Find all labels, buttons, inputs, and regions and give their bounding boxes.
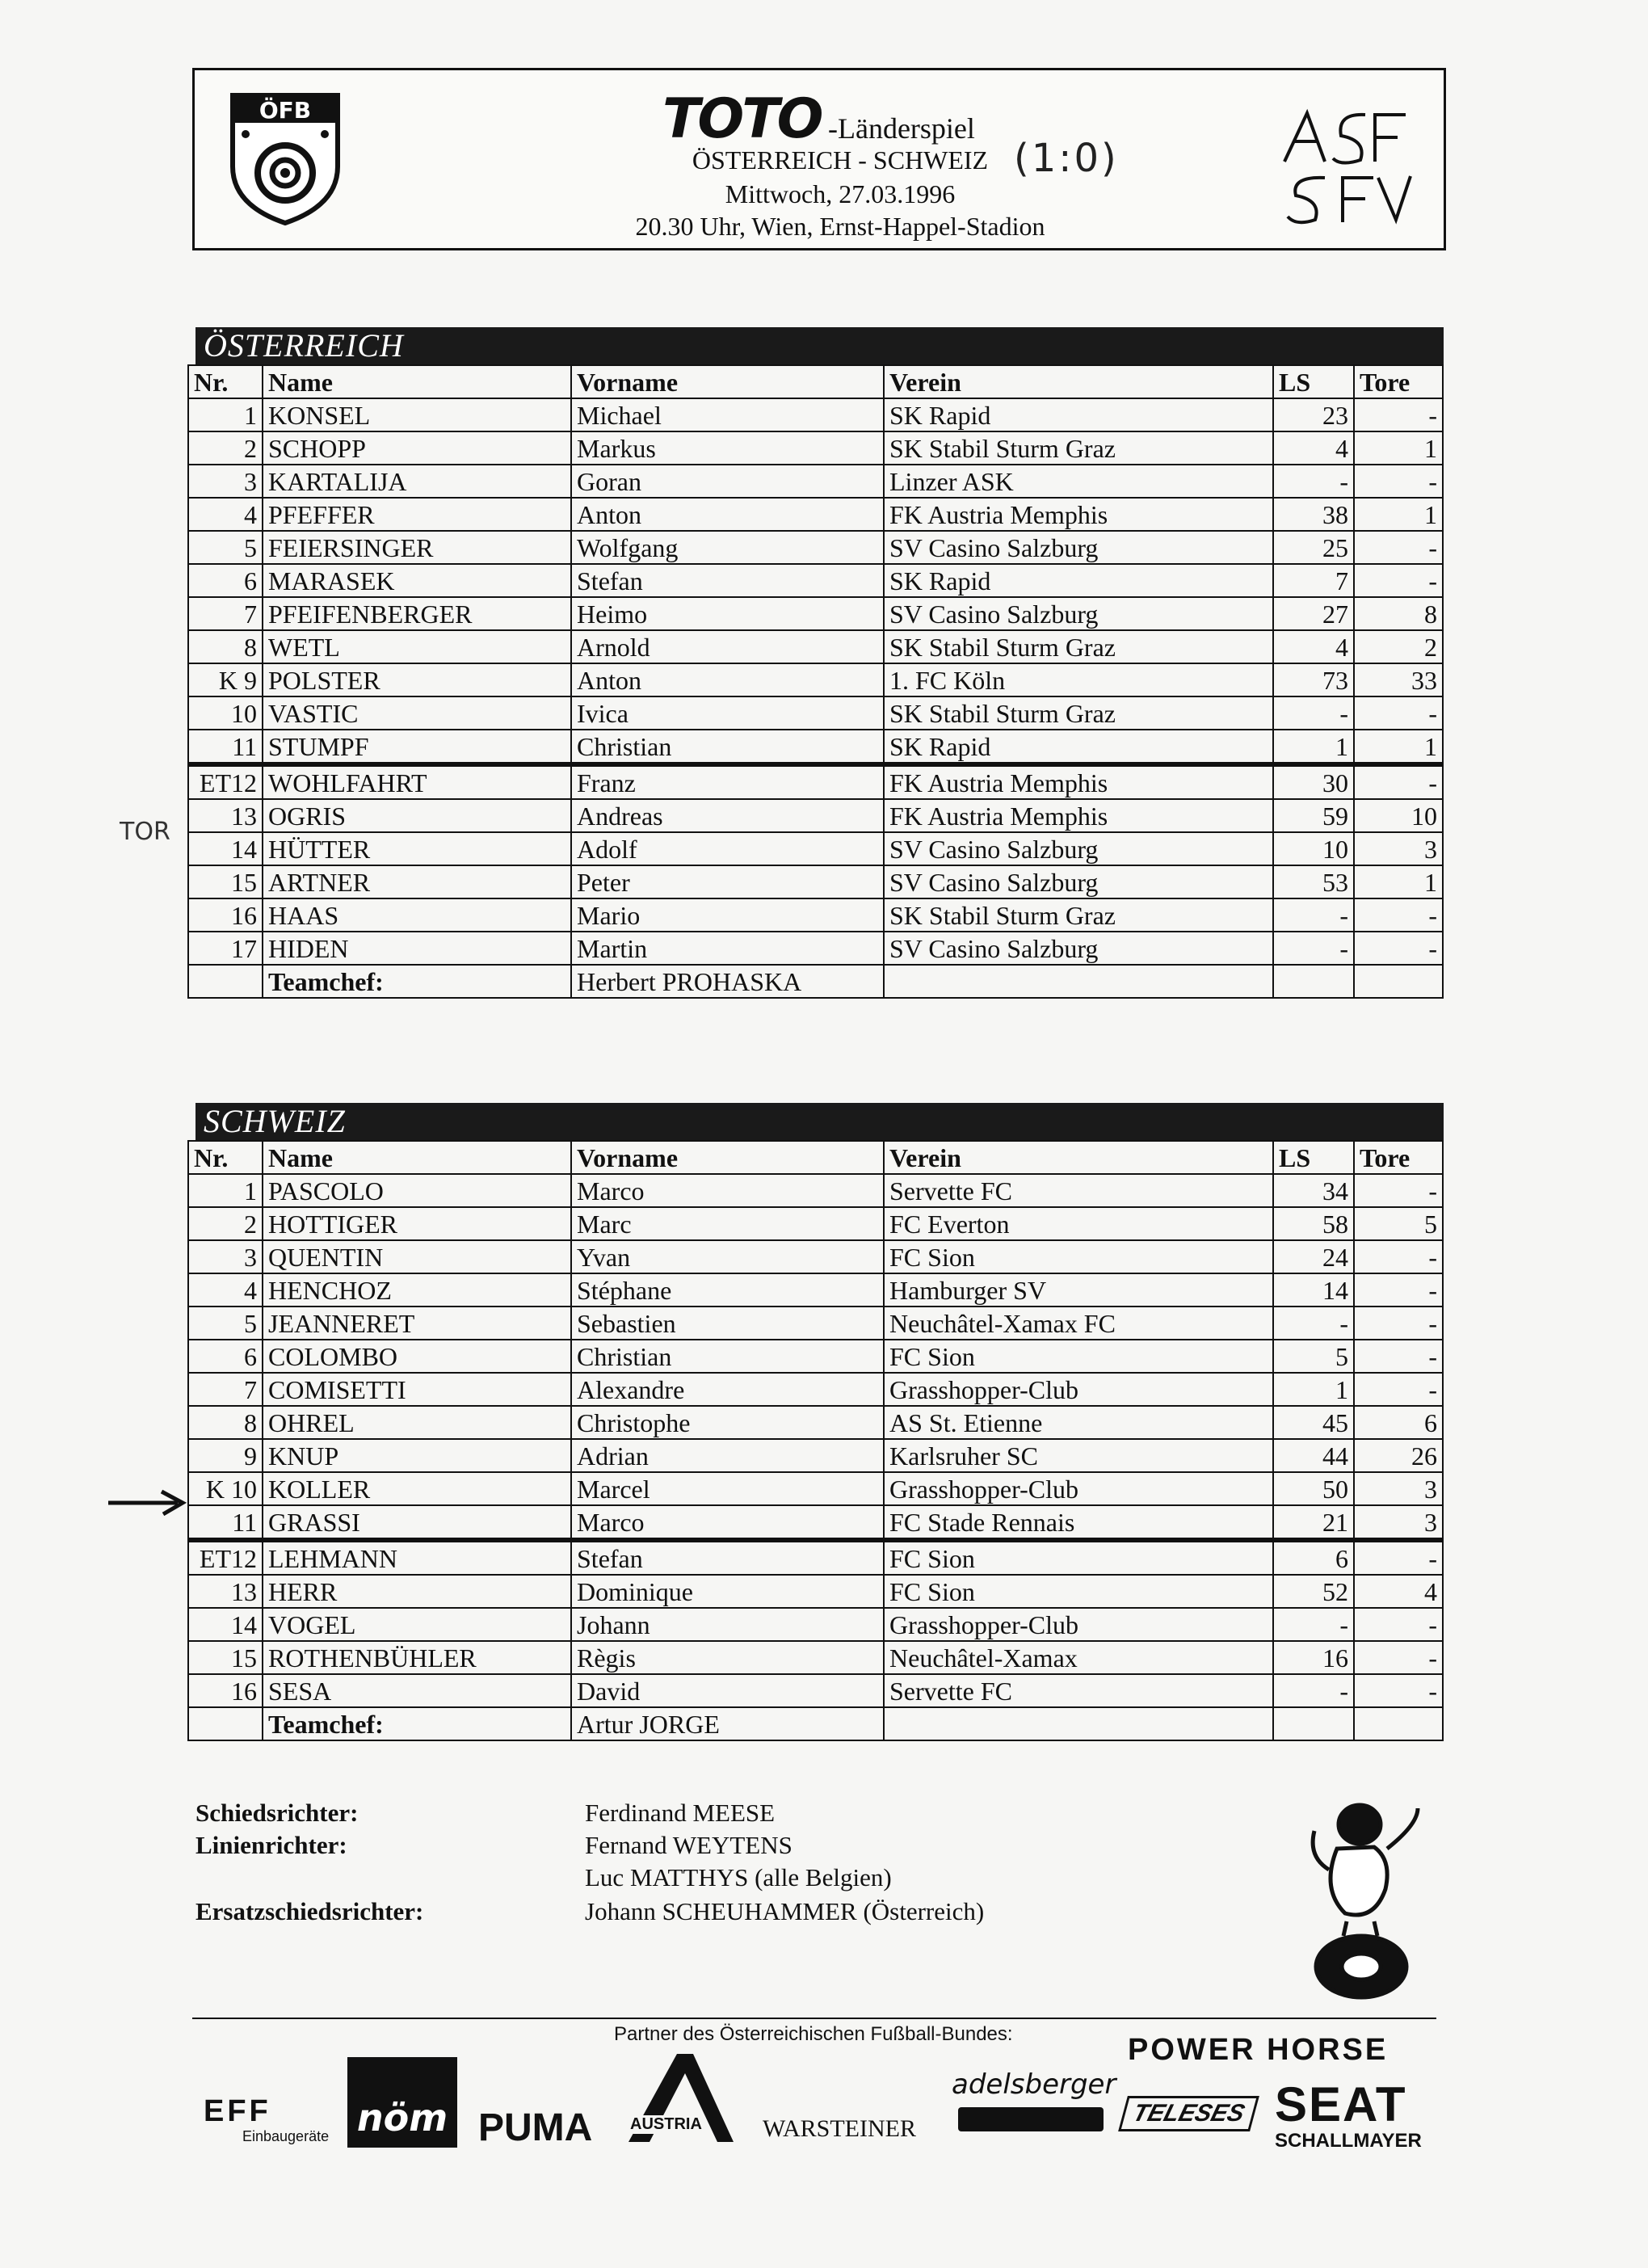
austria-rows [188, 398, 1443, 998]
table-row [188, 597, 1443, 630]
cell-name: HENCHOZ [263, 1273, 571, 1307]
cell-name: KNUP [263, 1439, 571, 1472]
cell-tore: - [1354, 1641, 1443, 1674]
cell-name: HIDEN [263, 932, 571, 965]
referee-value: Ferdinand MEESE [585, 1799, 776, 1827]
partner-text: Partner des Österreichischen Fußball-Bundes: [614, 2023, 1013, 2045]
cell-nr: K 9 [188, 663, 263, 696]
cell-tore: 6 [1354, 1406, 1443, 1439]
empty-cell [1273, 965, 1354, 998]
cell-name: HAAS [263, 898, 571, 932]
cell-ls: 50 [1273, 1472, 1354, 1505]
table-header-row [188, 1141, 1443, 1174]
cell-vorname: Peter [571, 865, 884, 898]
cell-name: GRASSI [263, 1505, 571, 1540]
cell-nr: 13 [188, 1575, 263, 1608]
cell-tore: - [1354, 1373, 1443, 1406]
cell-vorname: Franz [571, 764, 884, 799]
cell-vorname: Dominique [571, 1575, 884, 1608]
cell-nr: 10 [188, 696, 263, 730]
cell-tore: - [1354, 1674, 1443, 1707]
cell-ls: 45 [1273, 1406, 1354, 1439]
cell-ls: 23 [1273, 398, 1354, 431]
cell-vorname: Andreas [571, 799, 884, 832]
cell-name: SESA [263, 1674, 571, 1707]
cell-vorname: Adolf [571, 832, 884, 865]
cell-tore: - [1354, 1540, 1443, 1575]
cell-nr: 15 [188, 1641, 263, 1674]
teamchef-value: Artur JORGE [571, 1707, 884, 1740]
cell-tore: - [1354, 932, 1443, 965]
cell-vorname: Marcel [571, 1472, 884, 1505]
cell-nr: 3 [188, 465, 263, 498]
cell-nr: 2 [188, 1207, 263, 1240]
reserve-label: Ersatzschiedsrichter: [195, 1897, 424, 1925]
sponsor-puma: PUMA [478, 2106, 593, 2149]
ofb-logo-icon [228, 92, 343, 226]
cell-vorname: Stefan [571, 564, 884, 597]
cell-nr: 7 [188, 597, 263, 630]
col-ls: LS [1273, 365, 1354, 398]
cell-ls: 7 [1273, 564, 1354, 597]
cell-nr: 4 [188, 1273, 263, 1307]
cell-verein: Karlsruher SC [884, 1439, 1273, 1472]
table-row [188, 1674, 1443, 1707]
cell-verein: SK Rapid [884, 730, 1273, 764]
cell-verein: Linzer ASK [884, 465, 1273, 498]
cell-tore: 1 [1354, 431, 1443, 465]
table-row [188, 564, 1443, 597]
cell-name: KARTALIJA [263, 465, 571, 498]
sponsor-seat: SEAT [1275, 2077, 1407, 2131]
cell-verein: Servette FC [884, 1174, 1273, 1207]
cell-verein: FK Austria Memphis [884, 764, 1273, 799]
cell-tore: 4 [1354, 1575, 1443, 1608]
empty-cell [188, 1707, 263, 1740]
cell-vorname: Alexandre [571, 1373, 884, 1406]
empty-cell [884, 965, 1273, 998]
cell-nr: ET12 [188, 1540, 263, 1575]
table-row [188, 1240, 1443, 1273]
cell-vorname: Ivica [571, 696, 884, 730]
table-header-row [188, 365, 1443, 398]
cell-tore: - [1354, 531, 1443, 564]
cell-ls: 4 [1273, 630, 1354, 663]
table-row [188, 865, 1443, 898]
sponsor-powerhorse: POWER HORSE [1128, 2033, 1389, 2067]
cell-nr: 11 [188, 1505, 263, 1540]
handwritten-score: (1:0) [1014, 136, 1119, 181]
cell-tore: 3 [1354, 832, 1443, 865]
cell-vorname: Marc [571, 1207, 884, 1240]
cell-tore: 8 [1354, 597, 1443, 630]
cell-name: HERR [263, 1575, 571, 1608]
cell-vorname: Markus [571, 431, 884, 465]
cell-name: STUMPF [263, 730, 571, 764]
cell-verein: FC Stade Rennais [884, 1505, 1273, 1540]
cell-ls: 4 [1273, 431, 1354, 465]
cell-nr: 5 [188, 531, 263, 564]
cell-nr: 8 [188, 1406, 263, 1439]
table-row [188, 696, 1443, 730]
cell-vorname: Goran [571, 465, 884, 498]
empty-cell [884, 1707, 1273, 1740]
table-row [188, 1273, 1443, 1307]
cell-vorname: Heimo [571, 597, 884, 630]
swiss-rows [188, 1174, 1443, 1740]
cell-name: HÜTTER [263, 832, 571, 865]
cell-vorname: Règis [571, 1641, 884, 1674]
cell-ls: 16 [1273, 1641, 1354, 1674]
handwritten-tor-note: TOR [120, 818, 170, 846]
ofb-logo-text: ÖFB [259, 97, 312, 124]
match-date: Mittwoch, 27.03.1996 [725, 179, 956, 208]
col-vorname: Vorname [571, 365, 884, 398]
sponsor-telefonica: TELESES [1118, 2096, 1259, 2131]
table-row [188, 663, 1443, 696]
sponsor-eff: EFF [204, 2094, 271, 2128]
cell-name: KOLLER [263, 1472, 571, 1505]
cell-ls: - [1273, 1674, 1354, 1707]
table-row [188, 498, 1443, 531]
cell-nr: 2 [188, 431, 263, 465]
cell-vorname: Christian [571, 730, 884, 764]
cell-tore: - [1354, 1340, 1443, 1373]
asf-logo-icon [1276, 105, 1414, 226]
cell-name: COMISETTI [263, 1373, 571, 1406]
cell-nr: 16 [188, 1674, 263, 1707]
cell-ls: 10 [1273, 832, 1354, 865]
table-row [188, 730, 1443, 764]
cell-nr: 14 [188, 1608, 263, 1641]
cell-vorname: Anton [571, 663, 884, 696]
cell-tore: 33 [1354, 663, 1443, 696]
cell-name: WETL [263, 630, 571, 663]
cell-verein: SK Stabil Sturm Graz [884, 696, 1273, 730]
cell-verein: Hamburger SV [884, 1273, 1273, 1307]
table-row [188, 799, 1443, 832]
cell-vorname: David [571, 1674, 884, 1707]
teamchef-row [188, 1707, 1443, 1740]
table-row [188, 630, 1443, 663]
cell-nr: 8 [188, 630, 263, 663]
cell-verein: 1. FC Köln [884, 663, 1273, 696]
linesman-1: Fernand WEYTENS [585, 1831, 792, 1859]
cell-ls: 34 [1273, 1174, 1354, 1207]
table-row [188, 1439, 1443, 1472]
col-tore: Tore [1354, 365, 1443, 398]
cell-tore: 1 [1354, 865, 1443, 898]
cell-nr: 4 [188, 498, 263, 531]
cell-nr: 7 [188, 1373, 263, 1406]
cell-nr: 9 [188, 1439, 263, 1472]
cell-nr: 16 [188, 898, 263, 932]
table-row [188, 1307, 1443, 1340]
col-verein: Verein [884, 1141, 1273, 1174]
cell-name: POLSTER [263, 663, 571, 696]
cell-tore: - [1354, 1608, 1443, 1641]
cell-verein: Neuchâtel-Xamax FC [884, 1307, 1273, 1340]
cell-nr: 15 [188, 865, 263, 898]
cell-nr: 1 [188, 398, 263, 431]
swiss-title-bar: SCHWEIZ [195, 1103, 1444, 1140]
cell-ls: 1 [1273, 1373, 1354, 1406]
table-row [188, 465, 1443, 498]
cell-verein: FC Sion [884, 1240, 1273, 1273]
cell-name: MARASEK [263, 564, 571, 597]
cell-verein: Grasshopper-Club [884, 1472, 1273, 1505]
cell-tore: - [1354, 1240, 1443, 1273]
cell-ls: 27 [1273, 597, 1354, 630]
cell-verein: Grasshopper-Club [884, 1608, 1273, 1641]
cell-nr: 11 [188, 730, 263, 764]
table-row [188, 1373, 1443, 1406]
table-row [188, 1174, 1443, 1207]
col-vorname: Vorname [571, 1141, 884, 1174]
cell-name: SCHOPP [263, 431, 571, 465]
cell-ls: 6 [1273, 1540, 1354, 1575]
teamchef-label: Teamchef: [263, 965, 571, 998]
table-row [188, 1340, 1443, 1373]
cell-vorname: Mario [571, 898, 884, 932]
teamchef-label: Teamchef: [263, 1707, 571, 1740]
table-row [188, 932, 1443, 965]
footer-rule [192, 2018, 1436, 2019]
handwritten-arrow-icon [105, 1485, 194, 1517]
cell-tore: - [1354, 1307, 1443, 1340]
table-row [188, 898, 1443, 932]
cell-tore: 3 [1354, 1505, 1443, 1540]
table-row [188, 398, 1443, 431]
cell-name: PFEFFER [263, 498, 571, 531]
cell-ls: 53 [1273, 865, 1354, 898]
cell-name: QUENTIN [263, 1240, 571, 1273]
col-name: Name [263, 1141, 571, 1174]
cell-nr: 6 [188, 1340, 263, 1373]
cell-nr: 5 [188, 1307, 263, 1340]
cell-name: VOGEL [263, 1608, 571, 1641]
cell-tore: - [1354, 465, 1443, 498]
cell-vorname: Stéphane [571, 1273, 884, 1307]
cell-nr: 3 [188, 1240, 263, 1273]
cell-tore: 5 [1354, 1207, 1443, 1240]
cell-ls: 5 [1273, 1340, 1354, 1373]
cell-tore: - [1354, 1174, 1443, 1207]
table-row [188, 1575, 1443, 1608]
cell-name: JEANNERET [263, 1307, 571, 1340]
cell-tore: 10 [1354, 799, 1443, 832]
cell-ls: - [1273, 1608, 1354, 1641]
cell-name: ROTHENBÜHLER [263, 1641, 571, 1674]
col-name: Name [263, 365, 571, 398]
sponsor-eff-sub: Einbaugeräte [242, 2128, 330, 2144]
cell-vorname: Christian [571, 1340, 884, 1373]
col-nr: Nr. [188, 1141, 263, 1174]
cell-vorname: Marco [571, 1174, 884, 1207]
cell-verein: SV Casino Salzburg [884, 865, 1273, 898]
referee-label: Schiedsrichter: [195, 1799, 359, 1827]
cell-tore: 26 [1354, 1439, 1443, 1472]
cell-ls: - [1273, 898, 1354, 932]
cell-ls: 14 [1273, 1273, 1354, 1307]
cell-tore: - [1354, 764, 1443, 799]
cell-vorname: Christophe [571, 1406, 884, 1439]
cell-name: PFEIFENBERGER [263, 597, 571, 630]
table-row [188, 1207, 1443, 1240]
cell-ls: 38 [1273, 498, 1354, 531]
cell-ls: - [1273, 932, 1354, 965]
cell-verein: FK Austria Memphis [884, 799, 1273, 832]
reserve-value: Johann SCHEUHAMMER (Österreich) [585, 1897, 985, 1925]
empty-cell [1354, 1707, 1443, 1740]
cell-verein: FK Austria Memphis [884, 498, 1273, 531]
table-row [188, 1505, 1443, 1540]
cell-name: FEIERSINGER [263, 531, 571, 564]
table-row [188, 1641, 1443, 1674]
austria-title-bar: ÖSTERREICH [195, 327, 1444, 364]
cell-nr: 6 [188, 564, 263, 597]
cell-verein: Grasshopper-Club [884, 1373, 1273, 1406]
cell-vorname: Arnold [571, 630, 884, 663]
match-venue: 20.30 Uhr, Wien, Ernst-Happel-Stadion [635, 212, 1045, 241]
sponsor-seat-sub: SCHALLMAYER [1275, 2130, 1422, 2152]
cell-ls: 59 [1273, 799, 1354, 832]
col-ls: LS [1273, 1141, 1354, 1174]
cell-ls: - [1273, 465, 1354, 498]
adelsberger-banner [958, 2107, 1104, 2131]
swiss-table [187, 1140, 1444, 1741]
cell-name: LEHMANN [263, 1540, 571, 1575]
cell-vorname: Martin [571, 932, 884, 965]
cell-verein: SK Stabil Sturm Graz [884, 898, 1273, 932]
cell-ls: 1 [1273, 730, 1354, 764]
cell-nr: 14 [188, 832, 263, 865]
cell-tore: 3 [1354, 1472, 1443, 1505]
table-row [188, 431, 1443, 465]
table-row [188, 1406, 1443, 1439]
cell-nr: 13 [188, 799, 263, 832]
sponsor-warsteiner: WARSTEINER [763, 2115, 916, 2142]
cell-vorname: Yvan [571, 1240, 884, 1273]
cell-tore: - [1354, 398, 1443, 431]
cell-vorname: Adrian [571, 1439, 884, 1472]
cell-verein: Servette FC [884, 1674, 1273, 1707]
title-suffix: -Länderspiel [828, 112, 975, 145]
col-verein: Verein [884, 365, 1273, 398]
cell-vorname: Wolfgang [571, 531, 884, 564]
table-row [188, 764, 1443, 799]
sponsor-adelsberger: adelsberger [952, 2068, 1116, 2101]
cell-verein: SK Stabil Sturm Graz [884, 431, 1273, 465]
austria-table [187, 364, 1444, 999]
cell-nr: ET12 [188, 764, 263, 799]
cell-ls: - [1273, 1307, 1354, 1340]
cell-verein: FC Sion [884, 1575, 1273, 1608]
cell-verein: Neuchâtel-Xamax [884, 1641, 1273, 1674]
match-title: ÖSTERREICH - SCHWEIZ [692, 145, 989, 175]
cell-verein: SV Casino Salzburg [884, 531, 1273, 564]
cell-verein: SK Rapid [884, 398, 1273, 431]
cell-name: KONSEL [263, 398, 571, 431]
cell-ls: 58 [1273, 1207, 1354, 1240]
table-row [188, 1472, 1443, 1505]
cell-name: COLOMBO [263, 1340, 571, 1373]
col-nr: Nr. [188, 365, 263, 398]
cell-ls: 30 [1273, 764, 1354, 799]
cell-vorname: Sebastien [571, 1307, 884, 1340]
cell-ls: 24 [1273, 1240, 1354, 1273]
cell-vorname: Michael [571, 398, 884, 431]
cell-verein: AS St. Etienne [884, 1406, 1273, 1439]
col-tore: Tore [1354, 1141, 1443, 1174]
cell-ls: 25 [1273, 531, 1354, 564]
cell-verein: SV Casino Salzburg [884, 832, 1273, 865]
cell-name: ARTNER [263, 865, 571, 898]
table-row [188, 1608, 1443, 1641]
cell-tore: - [1354, 696, 1443, 730]
linesman-2: Luc MATTHYS (alle Belgien) [585, 1863, 892, 1891]
cell-nr: 1 [188, 1174, 263, 1207]
cell-name: VASTIC [263, 696, 571, 730]
teamchef-value: Herbert PROHASKA [571, 965, 884, 998]
cell-vorname: Anton [571, 498, 884, 531]
cell-verein: SK Rapid [884, 564, 1273, 597]
table-row [188, 832, 1443, 865]
mascot-icon [1297, 1792, 1442, 2002]
cell-name: WOHLFAHRT [263, 764, 571, 799]
cell-tore: - [1354, 898, 1443, 932]
cell-nr: K 10 [188, 1472, 263, 1505]
cell-ls: 21 [1273, 1505, 1354, 1540]
empty-cell [1273, 1707, 1354, 1740]
table-row [188, 531, 1443, 564]
cell-ls: - [1273, 696, 1354, 730]
cell-verein: FC Sion [884, 1340, 1273, 1373]
cell-vorname: Marco [571, 1505, 884, 1540]
cell-ls: 52 [1273, 1575, 1354, 1608]
cell-verein: FC Everton [884, 1207, 1273, 1240]
sponsor-nom: nöm [347, 2057, 457, 2148]
linesmen-label: Linienrichter: [195, 1831, 347, 1859]
cell-vorname: Johann [571, 1608, 884, 1641]
cell-verein: FC Sion [884, 1540, 1273, 1575]
cell-nr: 17 [188, 932, 263, 965]
cell-name: PASCOLO [263, 1174, 571, 1207]
cell-vorname: Stefan [571, 1540, 884, 1575]
toto-logo: TOTO [662, 87, 822, 151]
cell-tore: 1 [1354, 498, 1443, 531]
cell-tore: - [1354, 564, 1443, 597]
cell-tore: 1 [1354, 730, 1443, 764]
cell-tore: - [1354, 1273, 1443, 1307]
cell-name: OGRIS [263, 799, 571, 832]
table-row [188, 1540, 1443, 1575]
cell-ls: 73 [1273, 663, 1354, 696]
empty-cell [188, 965, 263, 998]
cell-name: HOTTIGER [263, 1207, 571, 1240]
empty-cell [1354, 965, 1443, 998]
cell-verein: SV Casino Salzburg [884, 932, 1273, 965]
cell-name: OHREL [263, 1406, 571, 1439]
teamchef-row [188, 965, 1443, 998]
cell-ls: 44 [1273, 1439, 1354, 1472]
cell-verein: SV Casino Salzburg [884, 597, 1273, 630]
cell-tore: 2 [1354, 630, 1443, 663]
cell-verein: SK Stabil Sturm Graz [884, 630, 1273, 663]
sponsor-austria: AUSTRIA [630, 2115, 702, 2133]
